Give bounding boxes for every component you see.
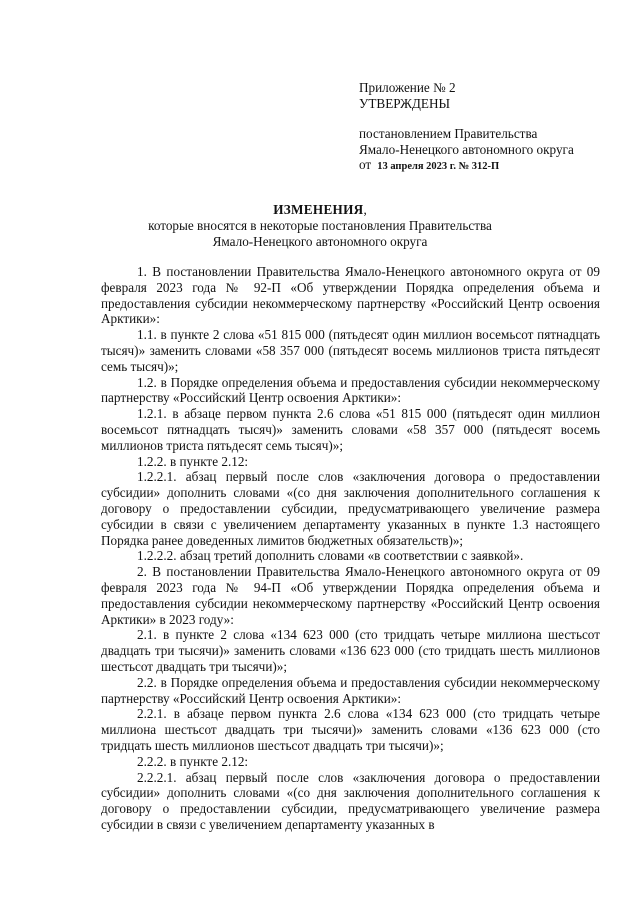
paragraph-1-1: 1.1. в пункте 2 слова «51 815 000 (пятьдесят один миллион восемьсот пятнадцать тысяч)» заменить словами «58 357 000 (пятьдесят восемь миллионов триста пятьдесят семь тысяч)»;: [101, 327, 600, 374]
document-subtitle-line1: которые вносятся в некоторые постановления Правительства: [148, 218, 492, 233]
paragraph-1-2: 1.2. в Порядке определения объема и предоставления субсидии некоммерческому партнерству «Российский Центр освоения Арктики»:: [101, 374, 600, 406]
document-subtitle-line2: Ямало-Ненецкого автономного округа: [212, 234, 428, 249]
document-body: [101, 264, 600, 833]
paragraph-1-2-2-1: 1.2.2.1. абзац первый после слов «заключения договора о предоставлении субсидии» дополнить словами «(со дня заключения дополнительного соглашения к договору о предоставлении субсидии, предусматривающего увеличение размера субсидии в связи с увеличением департаменту указанных в пункте 1.3 настоящего Порядка ранее доведенных лимитов бюджетных обязательств)»;: [101, 469, 600, 548]
paragraph-2-2-2: 2.2.2. в пункте 2.12:: [137, 753, 249, 769]
title-comma: ,: [363, 202, 367, 217]
paragraph-1-2-2-2: 1.2.2.2. абзац третий дополнить словами «в соответствии с заявкой».: [137, 548, 524, 564]
annex-approved: УТВЕРЖДЕНЫ: [359, 95, 451, 111]
annex-date-prefix: от: [359, 157, 372, 172]
title-word: ИЗМЕНЕНИЯ: [273, 202, 364, 217]
annex-date-line: [359, 157, 619, 175]
paragraph-1-2-1: 1.2.1. в абзаце первом пункта 2.6 слова «51 815 000 (пятьдесят один миллион восемьсот пятнадцать тысяч)» заменить словами «58 357 000 (пятьдесят восемь миллионов триста пятьдесят семь тысяч)»;: [101, 406, 600, 453]
paragraph-2-2-2-1: 2.2.2.1. абзац первый после слов «заключения договора о предоставлении субсидии» дополнить словами «(со дня заключения дополнительного соглашения к договору о предоставлении субсидии, предусматривающего увеличение размера субсидии в связи с увеличением департаменту указанных в: [101, 769, 600, 832]
annex-by-resolution: постановлением Правительства: [359, 126, 538, 141]
annex-government: Ямало-Ненецкого автономного округа: [359, 141, 574, 157]
document-title: [100, 202, 540, 218]
annex-gap: [359, 111, 619, 126]
annex-number: Приложение № 2: [359, 80, 456, 95]
annex-date-value: 13 апреля 2023 г. № 312-П: [377, 161, 500, 172]
paragraph-2-1: 2.1. в пункте 2 слова «134 623 000 (сто тридцать четыре миллиона шестьсот двадцать три тысячи)» заменить словами «136 623 000 (сто тридцать шесть миллионов шестьсот двадцать три тысячи)»;: [101, 627, 600, 674]
paragraph-2-2: 2.2. в Порядке определения объема и предоставления субсидии некоммерческому партнерству «Российский Центр освоения Арктики»:: [101, 674, 600, 706]
paragraph-1-2-2: 1.2.2. в пункте 2.12:: [137, 453, 249, 469]
paragraph-1: 1. В постановлении Правительства Ямало-Ненецкого автономного округа от 09 февраля 2023 года № 92-П «Об утверждении Порядка определения объема и предоставления субсидии некоммерческому партнерству «Российский Центр освоения Арктики»:: [101, 264, 600, 327]
paragraph-2: 2. В постановлении Правительства Ямало-Ненецкого автономного округа от 09 февраля 2023 года № 94-П «Об утверждении Порядка определения объема и предоставления субсидии некоммерческому партнерству «Российский Центр освоения Арктики» в 2023 году»:: [101, 564, 600, 627]
paragraph-2-2-1: 2.2.1. в абзаце первом пункта 2.6 слова «134 623 000 (сто тридцать четыре миллиона шестьсот двадцать три тысячи)» заменить словами «136 623 000 (сто тридцать шесть миллионов шестьсот двадцать три тысячи)»;: [101, 706, 600, 753]
annex-block: [359, 80, 619, 175]
